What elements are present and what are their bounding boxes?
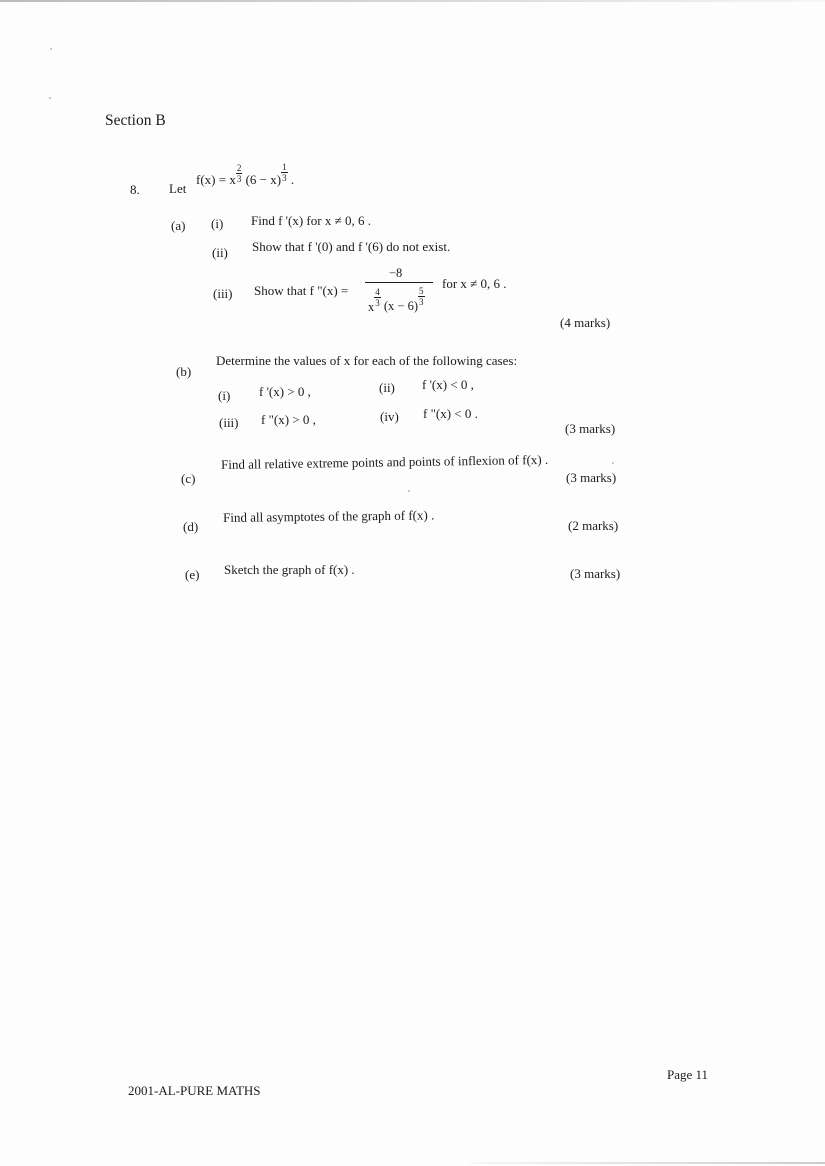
part-b-iv-label: (iv) [380,409,399,424]
scan-speck [50,48,52,50]
part-c-text: Find all relative extreme points and points of inflexion of f(x) . [220,451,549,472]
section-title: Section B [105,112,166,129]
part-e-marks: (3 marks) [570,566,621,581]
part-d-label: (d) [183,519,199,534]
part-c-marks: (3 marks) [566,470,617,485]
function-end: . [290,171,295,187]
part-b-ii-text: f '(x) < 0 , [422,377,474,392]
exponent-two-thirds: $\frac{2}{3}$ [236,163,242,185]
scan-speck [612,462,614,464]
denominator-mid: (x − 6) [383,298,418,313]
part-b-label: (b) [176,364,192,379]
part-a-i-text: Find f '(x) for x ≠ 0, 6 . [251,213,371,228]
part-a-iii-label: (iii) [213,286,233,301]
question-number: 8. [130,182,140,197]
scan-speck [408,490,410,492]
scan-edge-bottom [470,1162,825,1164]
function-lhs: f(x) = x [196,171,236,187]
fraction-numerator: −8 [389,266,403,280]
part-e-text: Sketch the graph of f(x) . [224,562,355,577]
denominator-x: x [368,299,375,314]
part-a-i-label: (i) [211,216,224,231]
part-a-iii-condition: for x ≠ 0, 6 . [442,276,507,291]
part-b-iv-text: f "(x) < 0 . [423,406,478,421]
part-c-label: (c) [181,471,196,486]
part-a-label: (a) [171,218,186,233]
scan-speck [49,97,51,99]
part-b-ii-label: (ii) [379,380,395,395]
part-b-intro: Determine the values of x for each of the following cases: [216,353,518,368]
page-number: Page 11 [667,1067,709,1082]
question-let: Let [169,181,187,196]
scan-edge-top [0,0,825,2]
exponent-five-thirds: $\frac{5}{3}$ [419,286,424,308]
part-d-text: Find all asymptotes of the graph of f(x) . [222,507,435,525]
exam-identifier: 2001-AL-PURE MATHS [128,1083,261,1098]
part-a-marks: (4 marks) [560,315,611,330]
part-d-marks: (2 marks) [568,518,619,533]
part-b-iii-text: f "(x) > 0 , [261,412,316,427]
part-b-i-text: f '(x) > 0 , [259,384,311,399]
part-a-ii-label: (ii) [212,245,228,260]
exponent-one-third: $\frac{1}{3}$ [282,162,287,184]
function-definition [196,162,295,192]
fraction-bar [365,282,433,283]
part-b-marks: (3 marks) [565,421,616,436]
exponent-four-thirds: $\frac{4}{3}$ [375,287,380,309]
part-b-iii-label: (iii) [219,415,239,430]
part-e-label: (e) [185,567,200,582]
fraction-denominator [368,286,425,314]
part-a-ii-text: Show that f '(0) and f '(6) do not exist. [252,239,451,254]
function-mid: (6 − x) [245,171,282,187]
part-a-iii-text: Show that f "(x) = [254,283,349,298]
part-b-i-label: (i) [218,388,231,403]
